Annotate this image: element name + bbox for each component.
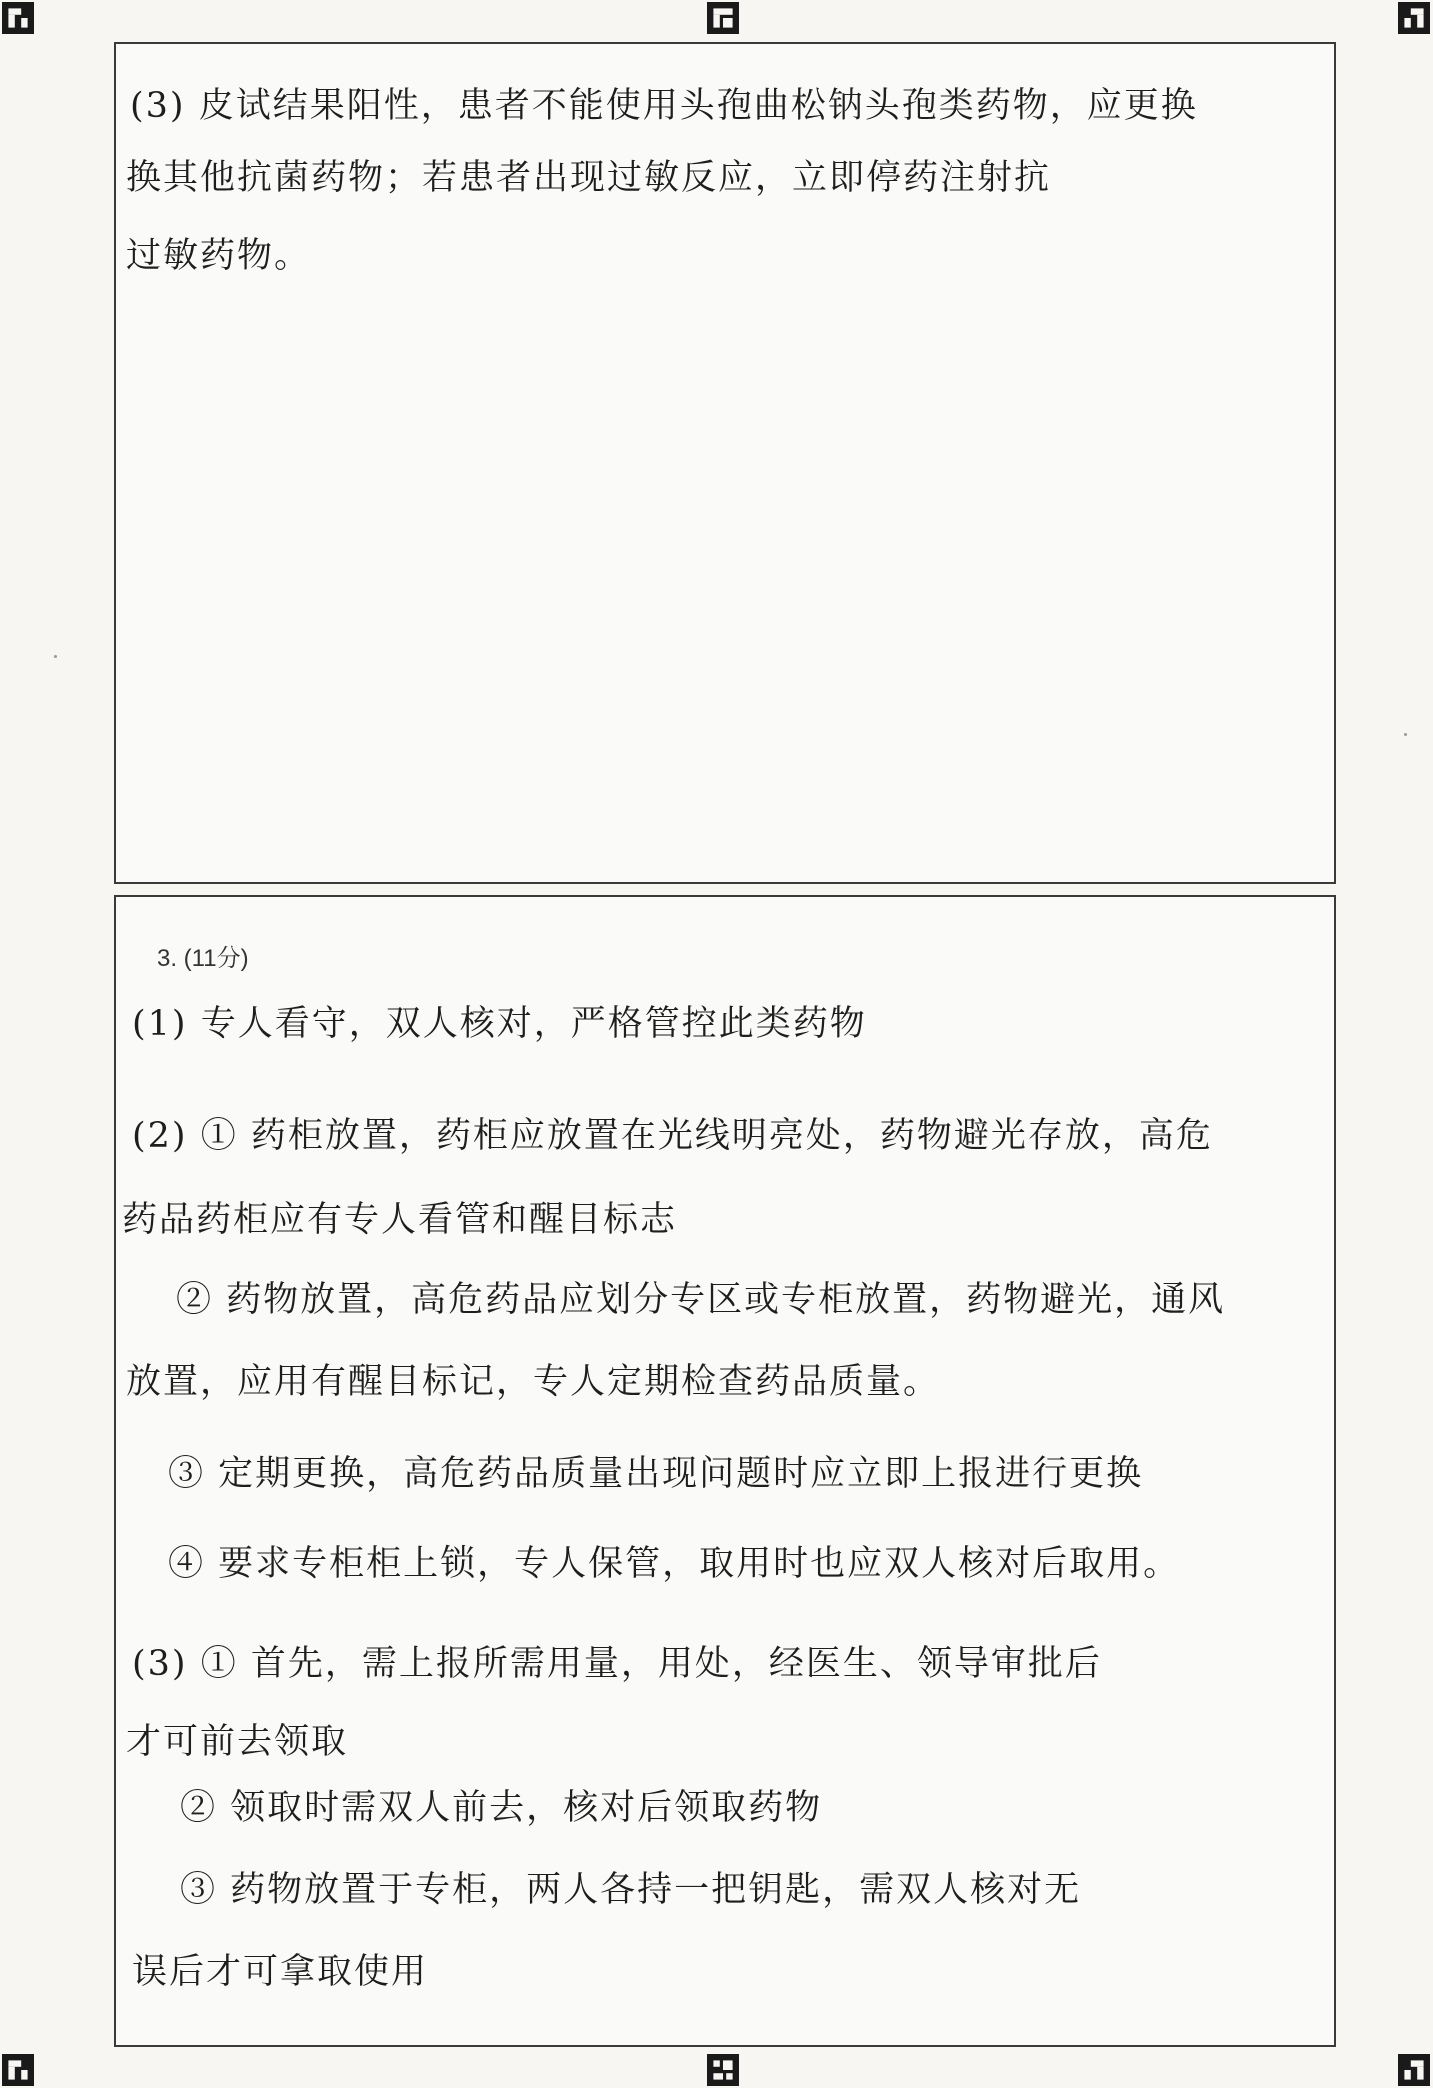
- handwritten-line: 过敏药物。: [126, 236, 312, 276]
- handwritten-line: (2) ① 药柜放置，药柜应放置在光线明亮处，药物避光存放，高危: [132, 1116, 1213, 1156]
- corner-marker-bottom-right: [1398, 2054, 1430, 2086]
- handwritten-line: ② 药物放置，高危药品应划分专区或专柜放置，药物避光，通风: [176, 1280, 1226, 1320]
- handwritten-line: 才可前去领取: [126, 1722, 349, 1762]
- corner-marker-bottom-center: [707, 2054, 739, 2086]
- handwritten-line: (3) 皮试结果阳性，患者不能使用头孢曲松钠头孢类药物，应更换: [130, 86, 1198, 126]
- handwritten-line: 误后才可拿取使用: [132, 1952, 429, 1992]
- handwritten-line: (1) 专人看守，双人核对，严格管控此类药物: [132, 1004, 867, 1044]
- handwritten-line: 换其他抗菌药物；若患者出现过敏反应，立即停药注射抗: [126, 158, 1052, 198]
- handwritten-line: ② 领取时需双人前去，核对后领取药物: [180, 1788, 823, 1828]
- corner-marker-top-center: [707, 2, 739, 34]
- scan-speck: [54, 655, 57, 658]
- corner-marker-bottom-left: [2, 2054, 34, 2086]
- handwritten-line: ③ 药物放置于专柜，两人各持一把钥匙，需双人核对无: [180, 1870, 1082, 1910]
- corner-marker-top-right: [1398, 2, 1430, 34]
- handwritten-line: ④ 要求专柜柜上锁，专人保管，取用时也应双人核对后取用。: [168, 1544, 1181, 1584]
- handwritten-line: 放置，应用有醒目标记，专人定期检查药品质量。: [126, 1362, 941, 1402]
- handwritten-line: 药品药柜应有专人看管和醒目标志: [122, 1200, 678, 1240]
- handwritten-line: (3) ① 首先，需上报所需用量，用处，经医生、领导审批后: [132, 1644, 1102, 1684]
- scan-speck: [1404, 733, 1407, 736]
- corner-marker-top-left: [2, 2, 34, 34]
- question-number-heading: 3. (11分): [157, 945, 249, 972]
- handwritten-line: ③ 定期更换，高危药品质量出现问题时应立即上报进行更换: [168, 1454, 1144, 1494]
